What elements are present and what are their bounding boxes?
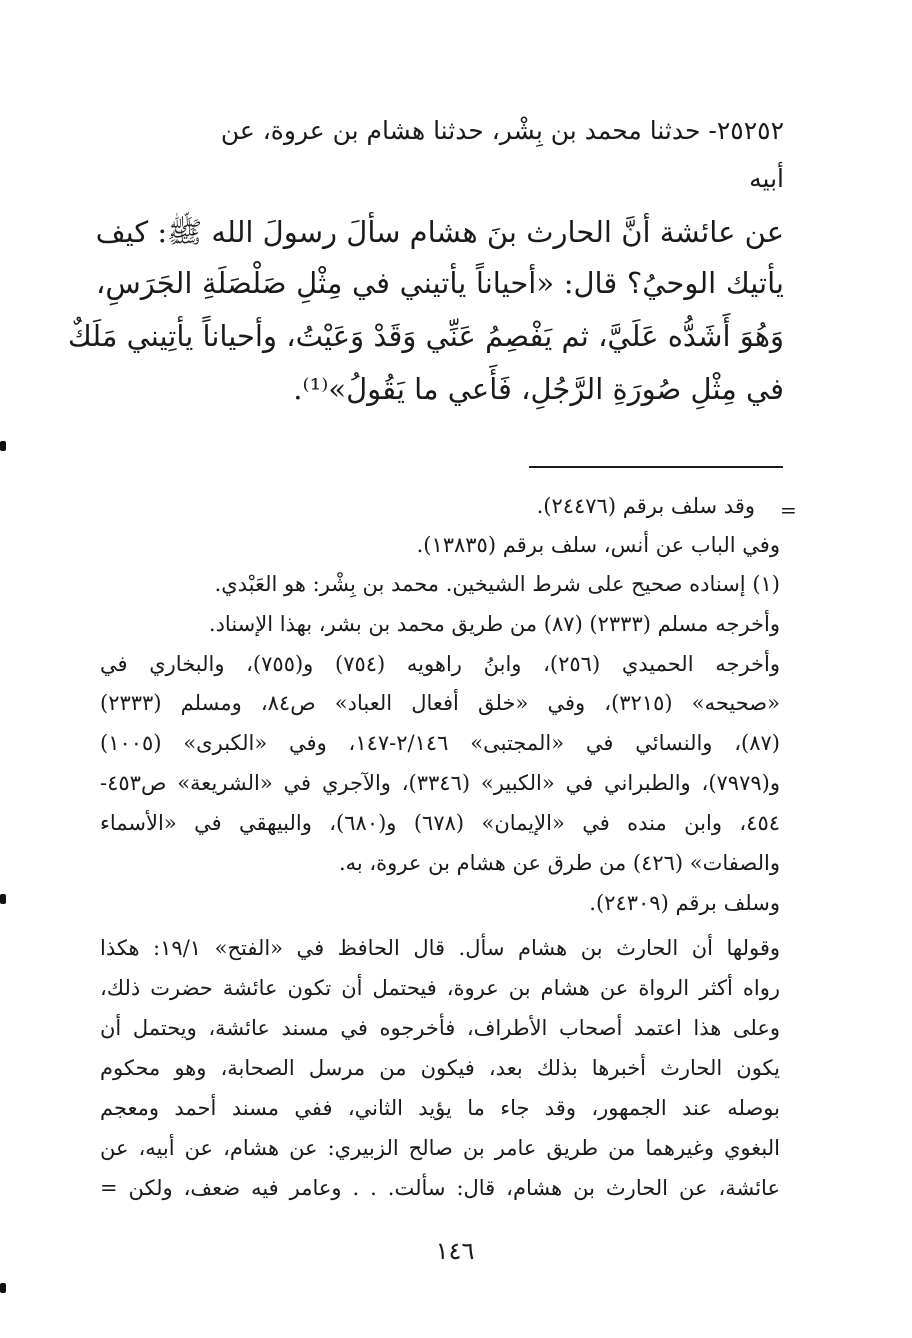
scan-edge-mark: [0, 1283, 6, 1293]
footnote-line: والصفات» (٤٢٦) من طرق عن هشام بن عروة، به.: [338, 851, 780, 875]
footnote-line: وقد سلف برقم (٢٤٤٧٦).: [536, 494, 755, 518]
footnote-line: يكون الحارث أخبرها بذلك بعد، فيكون من مرسل الصحابة، وهو محكوم: [100, 1056, 780, 1080]
footnote-line: رواه أكثر الرواة عن هشام بن عروة، فيحتمل أن تكون عائشة حضرت ذلك،: [100, 976, 780, 1000]
continuation-mark: =: [780, 498, 797, 522]
hadith-header-line-2: أبيه: [749, 164, 784, 193]
footnote-line: وأخرجه الحميدي (٢٥٦)، وابنُ راهويه (٧٥٤) و(٧٥٥)، والبخاري في: [100, 652, 781, 676]
footnote-line: «صحيحه» (٣٢١٥)، وفي «خلق أفعال العباد» ص٨٤، ومسلم (٢٣٣٣): [100, 691, 780, 715]
footnote-line: وأخرجه مسلم (٢٣٣٣) (٨٧) من طريق محمد بن بشر، بهذا الإسناد.: [208, 612, 780, 636]
hadith-matn-line-3: وَهُوَ أَشَدُّه عَلَيَّ، ثم يَفْصِمُ عَنِّي وَقَدْ وَعَيْتُ، وأحياناً يأتِيني مَلَكٌ: [67, 319, 784, 353]
page-number: ١٤٦: [435, 1237, 475, 1265]
footnote-line: وفي الباب عن أنس، سلف برقم (١٣٨٣٥).: [416, 533, 780, 557]
footnote-separator: [529, 466, 783, 468]
hadith-matn-line-2: يأتيك الوحيُ؟ قال: «أحياناً يأتيني في مِثْلِ صَلْصَلَةِ الجَرَسِ،: [96, 266, 784, 300]
footnote-line: و(٧٩٧٩)، والطبراني في «الكبير» (٣٣٤٦)، والآجري في «الشريعة» ص٤٥٣-: [100, 771, 780, 795]
hadith-matn-line-1: عن عائشة أنَّ الحارث بنَ هشام سألَ رسولَ الله ﷺ: كيف: [95, 215, 784, 249]
hadith-header-line-1: ٢٥٢٥٢- حدثنا محمد بن بِشْر، حدثنا هشام بن عروة، عن: [220, 116, 784, 145]
footnote-line: وقولها أن الحارث بن هشام سأل. قال الحافظ في «الفتح» ١٩/١: هكذا: [100, 936, 781, 960]
footnote-line: ٤٥٤، وابن منده في «الإيمان» (٦٧٨) و(٦٨٠)، والبيهقي في «الأسماء: [100, 811, 781, 835]
footnote-line: وعلى هذا اعتمد أصحاب الأطراف، فأخرجوه في مسند عائشة، ويحتمل أن: [100, 1016, 780, 1040]
scan-edge-mark: [0, 894, 6, 904]
footnote-line: وسلف برقم (٢٤٣٠٩).: [589, 891, 780, 915]
footnote-line: بوصله عند الجمهور، وقد جاء ما يؤيد الثاني، ففي مسند أحمد ومعجم: [100, 1096, 780, 1120]
scan-edge-mark: [0, 441, 6, 451]
footnote-line: (١) إسناده صحيح على شرط الشيخين. محمد بن بِشْر: هو العَبْدي.: [214, 572, 780, 596]
hadith-matn-line-4: في مِثْلِ صُورَةِ الرَّجُلِ، فَأَعي ما يَقُولُ»⁽¹⁾.: [293, 372, 784, 406]
footnote-line: (٨٧)، والنسائي في «المجتبى» ٢/١٤٦-١٤٧، وفي «الكبرى» (١٠٠٥): [100, 731, 780, 755]
footnote-line: البغوي وغيرهما من طريق عامر بن صالح الزبيري: عن هشام، عن أبيه، عن: [100, 1136, 780, 1160]
footnote-line: عائشة، عن الحارث بن هشام، قال: سألت. . . وعامر فيه ضعف، ولكن =: [100, 1176, 780, 1200]
